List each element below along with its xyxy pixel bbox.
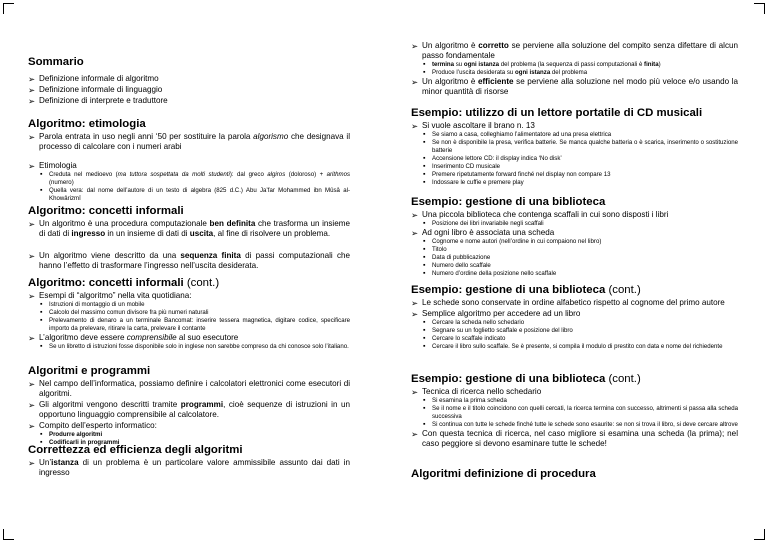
section-title: Algoritmo: concetti informali (cont.)	[28, 277, 220, 289]
list-item: ➢ Si vuole ascoltare il brano n. 13	[411, 121, 738, 131]
sub-item: ▪ Produrre algoritmi	[40, 431, 350, 439]
list-item: ➢ Definizione informale di linguaggio	[28, 85, 350, 95]
list-item: ➢ Con questa tecnica di ricerca, nel caso migliore si esamina una scheda (la prima); nel caso peggiore si devono esaminare tutte le schede!	[411, 429, 738, 449]
list-item: ➢ Un algoritmo è efficiente se perviene alla soluzione nel modo più veloce e/o usando la minor quantità di risorse	[411, 77, 738, 97]
sub-item: ▪ Cercare il libro sullo scaffale. Se è presente, si compila il modulo di prestito con data e nome del richiedente	[423, 343, 738, 351]
section-definizione	[411, 467, 738, 482]
list-item: ➢ Le schede sono conservate in ordine alfabetico rispetto al cognome del primo autore	[411, 298, 738, 308]
list-item: ➢ L’algoritmo deve essere comprensibile al suo esecutore	[28, 333, 350, 343]
sub-item: ▪ Produce l’uscita desiderata su ogni istanza del problema	[423, 69, 738, 77]
sub-item: ▪ Segnare su un foglietto scaffale e posizione del libro	[423, 327, 738, 335]
section-title: Esempio: gestione di una biblioteca	[411, 196, 606, 208]
section-title: Esempio: gestione di una biblioteca (cont.)	[411, 373, 641, 385]
section-biblioteca-cont2	[411, 372, 738, 449]
sub-item: ▪ Inserimento CD musicale	[423, 163, 738, 171]
list-item: ➢ Una piccola biblioteca che contenga scaffali in cui sono disposti i libri	[411, 210, 738, 220]
section-title: Algoritmo: etimologia	[28, 118, 146, 130]
sub-item: ▪ termina su ogni istanza del problema (la sequenza di passi computazionali è finita)	[423, 61, 738, 69]
sub-item: ▪ Posizione dei libri invariabile negli scaffali	[423, 220, 738, 228]
section-title: Esempio: utilizzo di un lettore portatile di CD musicali	[411, 107, 703, 119]
section-title: Esempio: gestione di una biblioteca (cont.)	[411, 284, 641, 296]
sub-item: ▪ Quella vera: dal nome dell’autore di un testo di algebra (825 d.C.) Abu Ja’far Mohammed ibn Mûsâ al-Khowârizmî	[40, 187, 350, 203]
sub-item: ▪ Istruzioni di montaggio di un mobile	[40, 301, 350, 309]
list-item: ➢ Un algoritmo è corretto se perviene alla soluzione del compito senza difettare di alcun passo fondamentale	[411, 41, 738, 61]
sub-item: ▪ Calcolo del massimo comun divisore fra più numeri naturali	[40, 309, 350, 317]
list-item: ➢ Parola entrata in uso negli anni ‘50 per sostituire la parola algorismo che designava il processo di calcolare con i numeri arabi	[28, 132, 350, 152]
list-item: ➢ Compito dell’esperto informatico:	[28, 421, 350, 431]
sub-item: ▪ Indossare le cuffie e premere play	[423, 179, 738, 187]
sub-item: ▪ Premere ripetutamente forward finché nel display non compare 13	[423, 171, 738, 179]
sub-item: ▪ Creduta nel medioevo (ma tuttora sospettata da molti studenti): dal greco algiros (doloroso) + arithmos (numero)	[40, 171, 350, 187]
sub-item: ▪ Codificarli in programmi	[40, 439, 350, 447]
sub-item: ▪ Numero dello scaffale	[423, 262, 738, 270]
section-correttezza	[28, 443, 350, 478]
section-title: Sommario	[28, 56, 84, 68]
section-concetti	[28, 204, 350, 271]
sub-item: ▪ Cercare la scheda nello schedario	[423, 319, 738, 327]
list-item: ➢ Un algoritmo è una procedura computazionale ben definita che trasforma un insieme di dati di ingresso in un insieme di dati di uscita, al fine di risolvere un problema.	[28, 219, 350, 239]
sub-item: ▪ Se siamo a casa, colleghiamo l’alimentatore ad una presa elettrica	[423, 131, 738, 139]
section-biblioteca-cont	[411, 283, 738, 351]
list-item: ➢ Gli algoritmi vengono descritti tramite programmi, cioè sequenze di istruzioni in un opportuno linguaggio comprensibile al calcolatore.	[28, 400, 350, 420]
sub-item: ▪ Si esamina la prima scheda	[423, 397, 738, 405]
section-programmi	[28, 364, 350, 447]
sub-item: ▪ Prelevamento di denaro a un terminale Bancomat: inserire tessera magnetica, digitare codice, specificare importo da prelevare, ritirare la carta, prelevare il contante	[40, 317, 350, 333]
sub-item: ▪ Titolo	[423, 246, 738, 254]
crop-mark-top-right	[754, 3, 765, 14]
sub-item: ▪ Se il nome e il titolo coincidono con quelli cercati, la ricerca termina con successo, altrimenti si passa alla scheda successiva	[423, 405, 738, 421]
sub-item: ▪ Accensione lettore CD: il display indica ‘No disk’	[423, 155, 738, 163]
section-title: Correttezza ed efficienza degli algoritmi	[28, 444, 243, 456]
crop-mark-bottom-left	[3, 529, 14, 540]
section-correttezza-cont	[411, 41, 738, 97]
list-item: ➢ Definizione informale di algoritmo	[28, 74, 350, 84]
list-item: ➢ Esempi di “algoritmo” nella vita quotidiana:	[28, 291, 350, 301]
list-item: ➢ Ad ogni libro è associata una scheda	[411, 228, 738, 238]
section-sommario	[28, 55, 350, 106]
sub-item: ▪ Data di pubblicazione	[423, 254, 738, 262]
section-lettore-cd	[411, 106, 738, 187]
crop-mark-bottom-right	[754, 529, 765, 540]
list-item: ➢ Un’istanza di un problema è un particolare valore ammissibile assunto dai dati in ingresso	[28, 458, 350, 478]
sub-item: ▪ Se non è disponibile la presa, verifica batterie. Se manca qualche batteria o è scarica, inserimento o sostituzione batterie	[423, 139, 738, 155]
list-item: ➢ Tecnica di ricerca nello schedario	[411, 387, 738, 397]
sub-item: ▪ Si continua con tutte le schede finché tutte le schede sono esaurite: se non si trova il libro, si deve cercare altrove	[423, 421, 738, 429]
sub-item: ▪ Numero d’ordine della posizione nello scaffale	[423, 270, 738, 278]
list-item: ➢ Nel campo dell’informatica, possiamo definire i calcolatori elettronici come esecutori di algoritmi.	[28, 379, 350, 399]
list-item: ➢ Un algoritmo viene descritto da una sequenza finita di passi computazionali che hanno l’effetto di trasformare l’ingresso nell’uscita desiderata.	[28, 251, 350, 271]
section-title: Algoritmo: concetti informali	[28, 205, 184, 217]
list-item: ➢ Semplice algoritmo per accedere ad un libro	[411, 309, 738, 319]
sub-item: ▪ Cognome e nome autori (nell’ordine in cui compaiono nel libro)	[423, 238, 738, 246]
section-title: Algoritmi e programmi	[28, 365, 151, 377]
sub-item: ▪ Se un libretto di istruzioni fosse disponibile solo in inglese non sarebbe compreso da chi conosce solo l’italiano.	[40, 343, 350, 351]
list-item: ➢ Definizione di interprete e traduttore	[28, 96, 350, 106]
sub-item: ▪ Cercare lo scaffale indicato	[423, 335, 738, 343]
section-etimologia	[28, 117, 350, 203]
section-title: Algoritmi definizione di procedura	[411, 468, 596, 480]
section-concetti-cont	[28, 276, 350, 351]
section-biblioteca	[411, 195, 738, 278]
crop-mark-top-left	[3, 3, 14, 14]
list-item: ➢ Etimologia	[28, 161, 350, 171]
